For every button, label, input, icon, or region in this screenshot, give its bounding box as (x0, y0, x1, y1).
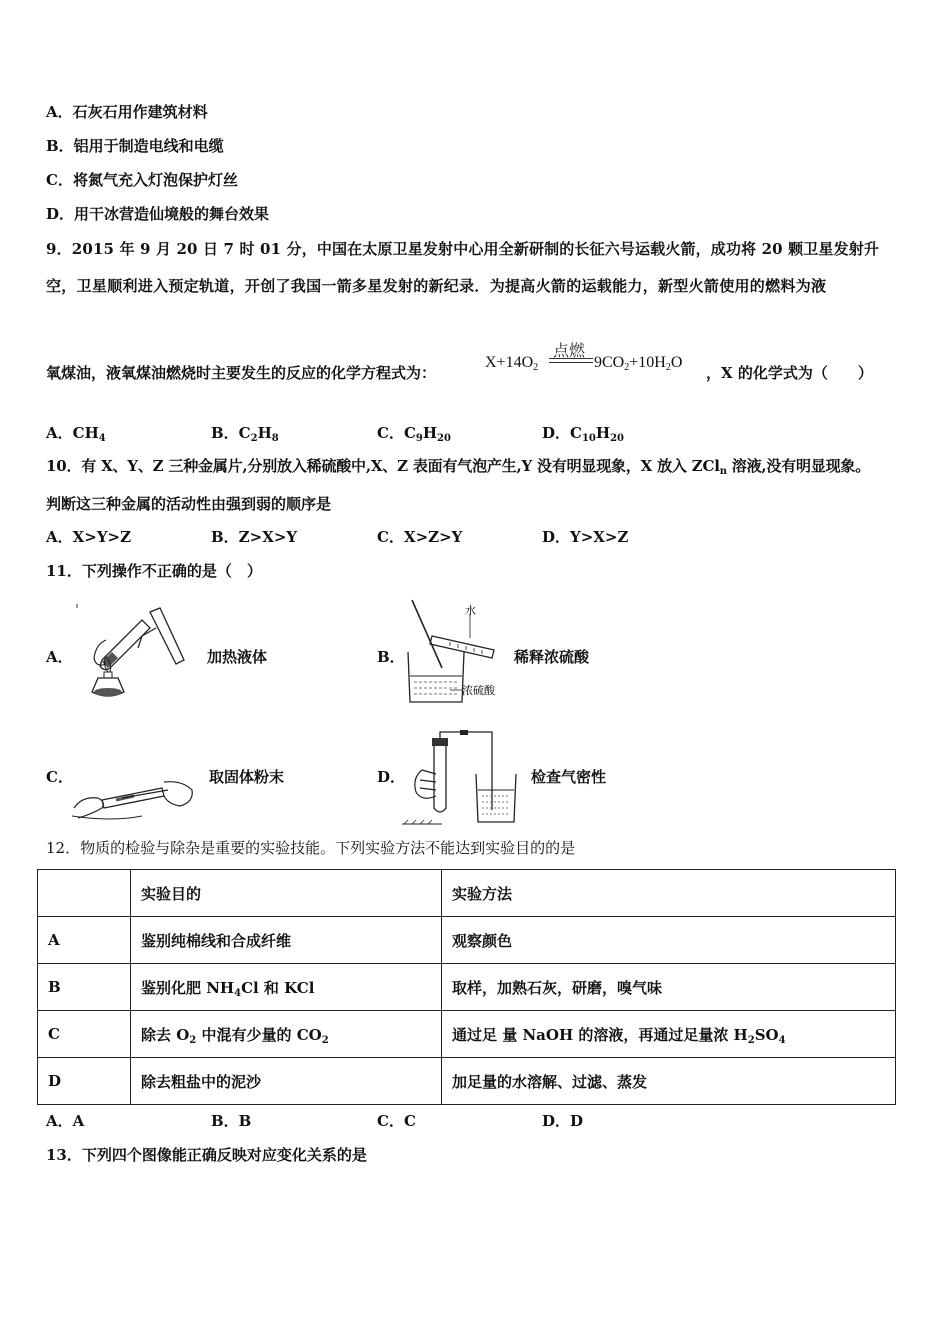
q10-stem-line2: 判断这三种金属的活动性由强到弱的顺序是 (46, 495, 332, 513)
row-purpose: 鉴别纯棉线和合成纤维 (131, 917, 442, 964)
q8-option-b: B．铝用于制造电线和电缆 (46, 137, 224, 155)
row-method: 加足量的水溶解、过滤、蒸发 (442, 1058, 896, 1105)
row-key: D (38, 1058, 131, 1105)
eq-double-line (549, 358, 593, 363)
q11-option-a-letter: A． (46, 648, 73, 666)
airtight-check-figure (402, 730, 524, 826)
eq-condition: 点燃 (553, 343, 586, 360)
row-method: 观察颜色 (442, 917, 896, 964)
q11-option-c-letter: C． (46, 768, 73, 786)
row-purpose: 除去 $O_2$ 中混有少量的 $CO_2$ (131, 1011, 442, 1058)
acid-label: 浓硫酸 (462, 684, 495, 697)
q12-option-a: A．A (46, 1112, 85, 1130)
q10-option-c: C．X>Z>Y (377, 528, 463, 546)
q8-option-c: C．将氮气充入灯泡保护灯丝 (46, 171, 238, 189)
q11-option-b-letter: B． (377, 648, 405, 666)
eq-rhs: $9CO_2+10H_2O$ (594, 354, 683, 373)
q12-option-d: D．D (542, 1112, 584, 1130)
q12-stem: 12．物质的检验与除杂是重要的实验技能。下列实验方法不能达到实验目的的是 (46, 839, 576, 857)
q10-stem-line1: 10．有 X、Y、Z 三种金属片,分别放入稀硫酸中,X、Z 表面有气泡产生,Y 没有明显现象，X 放入 ZCl$_n$ 溶液,没有明显现象。 (46, 457, 871, 477)
heating-liquid-figure (72, 600, 192, 705)
header-blank (38, 870, 131, 917)
q9-option-a: A．$CH_4$ (46, 424, 106, 444)
q9-stem-line3-post: ，X 的化学式为（ ） (706, 364, 873, 382)
q8-option-a: A．石灰石用作建筑材料 (46, 103, 208, 121)
q11-stem: 11．下列操作不正确的是（ ） (46, 562, 262, 580)
dilute-acid-figure (402, 598, 510, 706)
q11-option-b-label: 稀释浓硫酸 (514, 648, 590, 666)
q9-stem-line3 (46, 363, 436, 383)
table-header-row (38, 870, 896, 917)
row-key: B (38, 964, 131, 1011)
row-method: 取样，加熟石灰，研磨，嗅气味 (442, 964, 896, 1011)
q9-option-d: D．$C_{10}H_{20}$ (542, 424, 624, 444)
header-method: 实验方法 (442, 870, 896, 917)
row-purpose: 鉴别化肥 $NH_4Cl$ 和 KCl (131, 964, 442, 1011)
q9-stem-line2: 空，卫星顺利进入预定轨道，开创了我国一箭多星发射的新纪录．为提高火箭的运载能力，新型火箭使用的燃料为液 (46, 277, 827, 295)
table-row (38, 917, 896, 964)
q12-table (37, 869, 896, 1105)
table-row (38, 1011, 896, 1058)
q9-option-c: C．$C_9H_{20}$ (377, 424, 451, 444)
q11-option-a-label: 加热液体 (207, 648, 268, 666)
q10-option-d: D．Y>X>Z (542, 528, 629, 546)
table-row (38, 964, 896, 1011)
row-key: A (38, 917, 131, 964)
q8-option-d: D．用干冰营造仙境般的舞台效果 (46, 205, 270, 223)
q9-stem-line3-pre: 氧煤油，液氧煤油燃烧时主要发生的反应的化学方程式为： (46, 364, 437, 382)
table-row (38, 1058, 896, 1105)
q13-stem: 13．下列四个图像能正确反映对应变化关系的是 (46, 1146, 367, 1164)
q10-option-b: B．Z>X>Y (211, 528, 298, 546)
q9-stem-line1: 9．2015 年 9 月 20 日 7 时 01 分，中国在太原卫星发射中心用全新研制的长征六号运载火箭，成功将 20 颗卫星发射升 (46, 240, 880, 258)
eq-lhs: $X+14O_2$ (485, 354, 539, 373)
water-label: 水 (465, 604, 476, 617)
solid-powder-figure (72, 778, 202, 822)
q9-equation (485, 338, 705, 378)
q10-option-a: A．X>Y>Z (46, 528, 132, 546)
q11-option-d-letter: D． (377, 768, 406, 786)
q11-option-d-label: 检查气密性 (531, 768, 607, 786)
q9-option-b: B．$C_2H_8$ (211, 424, 279, 444)
q12-option-b: B．B (211, 1112, 252, 1130)
row-method: 通过足 量 NaOH 的溶液，再通过足量浓 $H_2SO_4$ (442, 1011, 896, 1058)
row-purpose: 除去粗盐中的泥沙 (131, 1058, 442, 1105)
header-purpose: 实验目的 (131, 870, 442, 917)
row-key: C (38, 1011, 131, 1058)
q11-option-c-label: 取固体粉末 (209, 768, 285, 786)
q12-option-c: C．C (377, 1112, 416, 1130)
